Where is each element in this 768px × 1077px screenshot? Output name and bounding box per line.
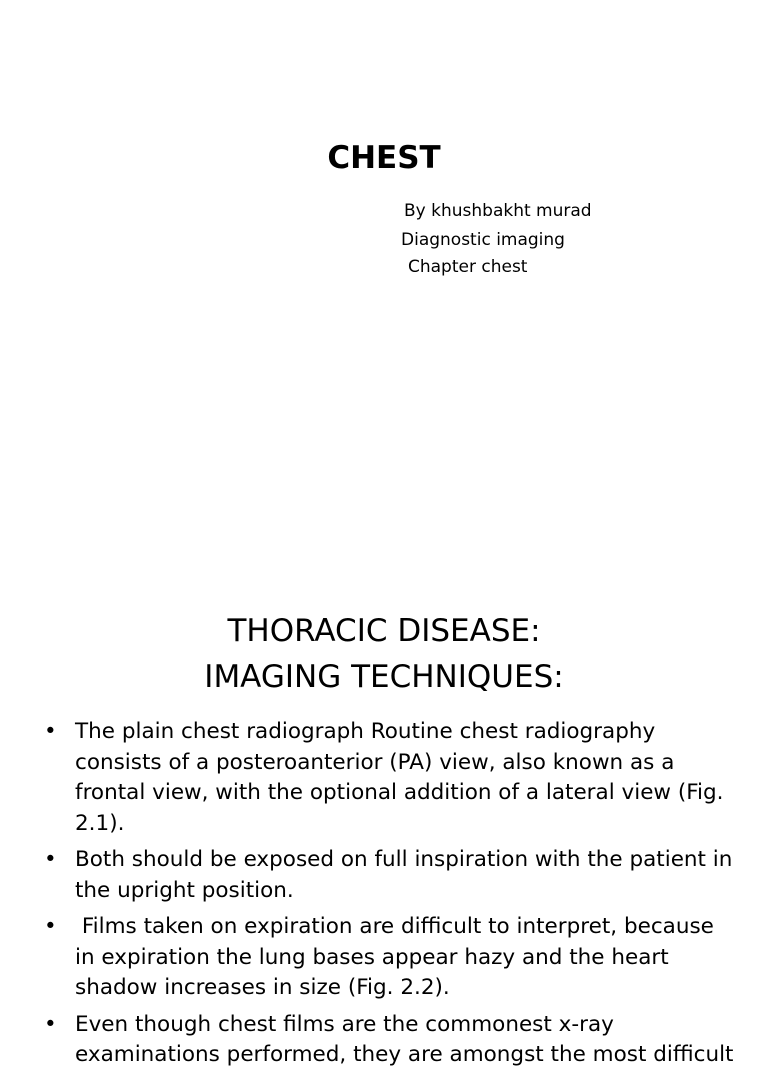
slide-title <box>0 608 768 700</box>
bullet-text: Films taken on expiration are difficult to interpret, because in expiration the lung bases appear hazy and the heart shadow increases in size (Fig. 2.2). <box>75 914 721 1000</box>
subtitle-author: By khushbakht murad <box>404 201 592 221</box>
subtitle-course: Diagnostic imaging <box>401 230 565 250</box>
list-item <box>44 912 734 1004</box>
list-item <box>44 717 734 839</box>
bullet-icon: • <box>44 914 57 939</box>
bullet-text: Even though chest films are the commonest x-ray examinations performed, they are amongst the most difficult <box>75 1011 734 1067</box>
bullet-icon: • <box>44 719 57 744</box>
bullet-text: Both should be exposed on full inspiration with the patient in the upright position. <box>75 847 733 903</box>
bullet-icon: • <box>44 847 57 872</box>
list-item <box>44 845 734 906</box>
bullet-text: The plain chest radiograph Routine chest radiography consists of a posteroanterior (PA) view, also known as a frontal view, with the optional addition of a lateral view (Fig. 2.1). <box>75 719 724 836</box>
bullet-list <box>44 717 734 1077</box>
subtitle-chapter: Chapter chest <box>408 257 528 277</box>
content-slide <box>0 576 768 1067</box>
slide-title: CHEST <box>327 140 441 176</box>
bullet-icon: • <box>44 1011 57 1037</box>
slide-title-line: THORACIC DISEASE: <box>227 613 541 649</box>
slide-title-line: IMAGING TECHNIQUES: <box>204 659 564 695</box>
list-item <box>44 1010 734 1071</box>
